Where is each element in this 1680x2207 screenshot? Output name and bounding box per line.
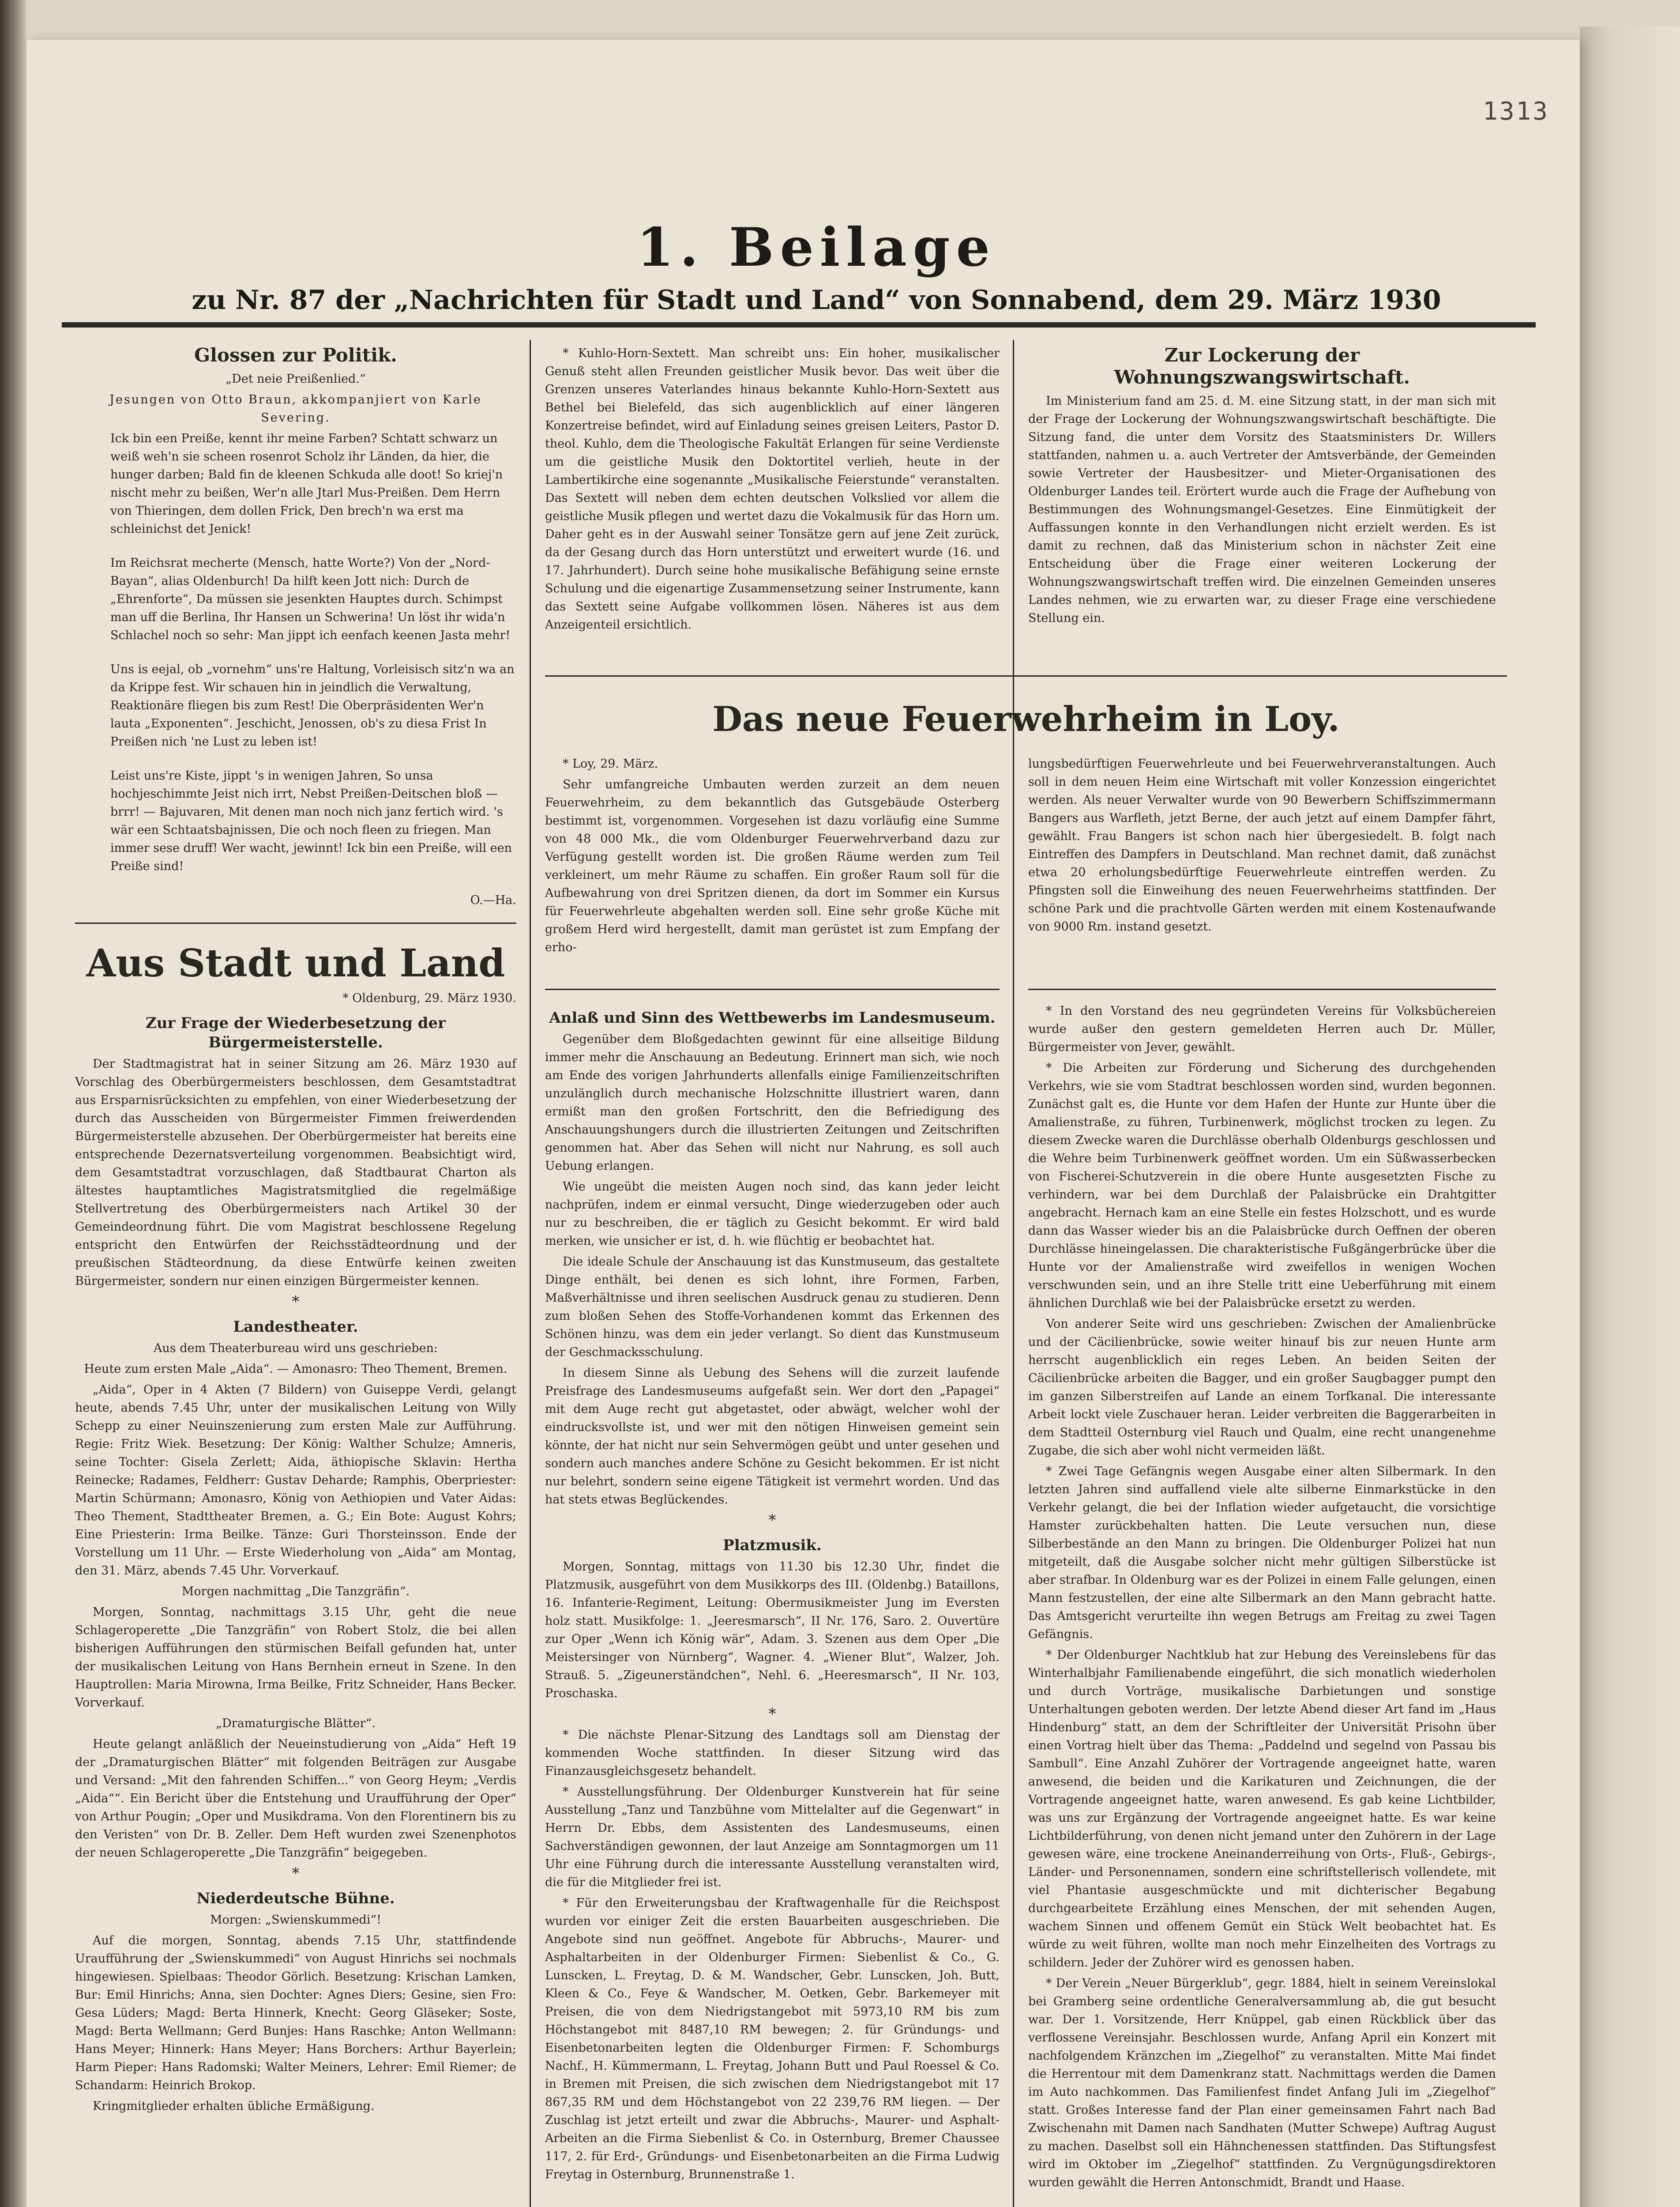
divider-asterisk: * [292, 1864, 300, 1882]
poem-stanza: Ick bin een Preiße, kennt ihr meine Farben? Schtatt schwarz un weiß weh'n sie scheen rosenrot Scholz ihr Länden, da hier, die hunger darben; Bald fin de kleenen Schkuda alle doot! So kriej'n nischt mehr zu beißen, Wer'n alle Jtarl Mus-Preißen. Dem Herrn von Thieringen, dem dollen Frick, Den brech'n wa erst ma schleinichst det Jenick! [110, 432, 503, 536]
section-rule [75, 923, 516, 924]
glossen-credit: Jesungen von Otto Braun, akkompanjiert von Karle Severing. [109, 393, 482, 425]
book-spine [0, 0, 26, 2207]
masthead-rule [62, 322, 1536, 328]
news-item: * Der Oldenburger Nachtklub hat zur Hebung des Vereinslebens für das Winterhalbjahr Familienabende eingeführt, die sich monatlich wiederholen und durch Vorträge, musikalische Darbietungen und sonstige Unterhaltungen geboten werden. Der letzte Abend dieser Art fand im „Haus Hindenburg“ statt, an dem der Schriftleiter der Universität Prisohn über einen Vortrag hielt über das Thema: „Paddelnd und segelnd von Passau bis Sambull“. Eine Anzahl Zuhörer der Vortragende angeeignet hatte, waren anwesend, die beiden und die Karikaturen und Zeichnungen, die der Vortragende angeeignet hatte, waren anwesend. Es gab keine Lichtbilder, was uns zur Ergänzung der Vortragende angeeignet hatte. Es war keine Lichtbilderführung, von denen nicht jemand unter den Zuhörern in der Lage gewesen wäre, eine trockene Aneinanderreihung von Orts-, Fluß-, Gebirgs-, Länder- und Personennamen, sondern eine schriftstellerisch vollendete, mit viel Phantasie ausgeschmückte und mit dichterischer Begabung durchgearbeitete Erzählung eines Menschen, der mit sehenden Augen, wachem Sinnen und offenem Gemüt ein Stück Welt beobachtet hat. Es würde zu weit führen, wollte man noch mehr Einzelheiten des Vortrags zu schildern. Jeder der Zuhörer wird es genossen haben. [1028, 1648, 1496, 1970]
glossen-signature: O.—Ha. [470, 893, 516, 907]
feuerwehr-col2 [1028, 755, 1496, 938]
folio-number: 1313 [1483, 97, 1549, 126]
blaetter-text: Heute gelangt anläßlich der Neueinstudierung von „Aida“ Heft 19 der „Dramaturgischen Blätter“ mit folgenden Beiträgen zur Ausgabe und Versand: „Mit den fahrenden Schiffen...“ von Georg Heym; „Verdis „Aida““. Ein Bericht über die Entstehung und Uraufführung der Oper“ von Arthur Pougin; „Oper und Musikdrama. Von den Florentinern bis zu den Veristen“ von Dr. B. Zeller. Dem Heft wurden zwei Szenenphotos der neuen Schlageroperette „Die Tanzgräfin“ beigegeben. [75, 1737, 516, 1860]
feuerwehr-dateline: * Loy, 29. März. [563, 757, 658, 771]
wiederbesetzung-text: Der Stadtmagistrat hat in seiner Sitzung am 26. März 1930 auf Vorschlag des Oberbürgermeisters beschlossen, dem Gesamtstadtrat aus Ersparnisrücksichten zu empfehlen, von einer Wiederbesetzung der durch das Ausscheiden von Bürgermeister Fimmen freiwerdenden Bürgermeisterstelle abzusehen. Der Oberbürgermeister hat bereits eine entsprechende Dezernatsverteilung vorgenommen. Beabsichtigt wird, dem Gesamtstadtrat vorzuschlagen, daß Stadtbaurat Charton als ältestes hauptamtliches Magistratsmitglied die regelmäßige Stellvertretung des Oberbürgermeisters nach Artikel 30 der Gemeindeordnung führt. Die vom Magistrat beschlossene Regelung entspricht den Entwürfen der Reichsstädteordnung und der preußischen Städteordnung, da diese Entwürfe keinen zweiten Bürgermeister, sondern nur einen einzigen Bürgermeister kennen. [75, 1057, 516, 1288]
platzmusik-text: Morgen, Sonntag, mittags von 11.30 bis 12.30 Uhr, findet die Platzmusik, ausgeführt von dem Musikkorps des III. (Oldenbg.) Bataillons, 16. Infanterie-Regiment, Leitung: Obermusikmeister Jung im Eversten holz statt. Musikfolge: 1. „Jeeresmarsch“, II Nr. 176, Saro. 2. Ouvertüre zur Oper „Wenn ich König wär“, Adam. 3. Szenen aus dem Oper „Die Meistersinger von Nürnberg“, Wagner. 4. „Wiener Blut“, Walzer, Joh. Strauß. 5. „Zigeunerständchen“, Nehl. 6. „Heeresmarsch“, II Nr. 103, Proschaska. [545, 1560, 1000, 1700]
news-item: * Der Verein „Neuer Bürgerklub“, gegr. 1884, hielt in seinem Vereinslokal bei Gramberg seine ordentliche Generalversammlung ab, die gut besucht war. Der 1. Vorsitzende, Herr Knüppel, gab einen Rückblick über das verflossene Vereinsjahr. Beschlossen wurde, Anfang April ein Konzert mit nachfolgendem Kränzchen im „Ziegelhof“ zu veranstalten. Mitte Mai findet die Herrentour mit dem Damenkranz statt. Nachmittags werden die Damen im Auto nachkommen. Das Familienfest findet Anfang Juli im „Ziegelhof“ statt. Großes Interesse fand der Plan einer gemeinsamen Fahrt nach Bad Zwischenahn mit Damen nach Sandhaten (Mutter Schwepe) Auftrag August zu machen. Daselbst soll ein Hähnchenessen stattfinden. Das Stiftungsfest wird im Oktober im „Ziegelhof“ stattfinden. Zu Vergnügungsdirektoren wurden gewählt die Herren Antonschmidt, Brandt und Haase. [1028, 1977, 1496, 2189]
feuerwehr-col1 [545, 755, 1000, 959]
left-column [75, 344, 516, 2118]
middle-column [545, 1002, 1000, 2186]
feuerwehr-text1: Sehr umfangreiche Umbauten werden zurzeit an dem neuen Feuerwehrheim, zu dem bekanntlich das Gutsgebäude Osterberg bestimmt ist, vorgenommen. Vorgesehen ist dazu vorläufig eine Summe von 48 000 Mk., die vom Oldenburger Feuerwehrverband dazu zur Verfügung gestellt worden ist. Die großen Räume werden zum Teil verkleinert, um mehr Räume zu schaffen. Ein großer Raum soll für die Aufbewahrung von drei Spritzen dienen, da dort im Sommer ein Kursus für Feuerwehrleute abgehalten werden soll. Eine sehr große Küche mit großem Herd wird hergestellt, damit man gerüstet ist zum Empfang der erho- [545, 778, 1000, 954]
supplement-subtitle: zu Nr. 87 der „Nachrichten für Stadt und Land“ von Sonnabend, dem 29. März 1930 [192, 285, 1441, 316]
blaetter-head: „Dramaturgische Blätter“. [216, 1717, 376, 1730]
feuerwehr-title: Das neue Feuerwehrheim in Loy. [712, 699, 1340, 739]
news-item: * Ausstellungsführung. Der Oldenburger Kunstverein hat für seine Ausstellung „Tanz und Tanzbühne vom Mittelalter auf die Gegenwart“ in Herrn Dr. Ebbs, dem Assistenten des Landesmuseums, einen Sachverständigen gewonnen, der laut Anzeige am Sonntagmorgen um 11 Uhr eine Führung durch die interessante Ausstellung veranstalten wird, die für die Mitglieder frei ist. [545, 1785, 1000, 1889]
news-item: * Die nächste Plenar-Sitzung des Landtags soll am Dienstag der kommenden Woche stattfinden. In dieser Sitzung wird das Finanzausgleichsgesetz behandelt. [545, 1728, 1000, 1778]
news-item: * Die Arbeiten zur Förderung und Sicherung des durchgehenden Verkehrs, wie sie vom Stadtrat beschlossen worden sind, wurden begonnen. Zunächst galt es, die Hunte vor dem Hafen der Hunte zur Hunte über die Amalienstraße, zu führen, Turbinenwerk, möglichst trocken zu legen. Zu diesem Zwecke waren die Durchlässe oberhalb Oldenburgs geschlossen und die Wehre beim Turbinenwerk geöffnet worden. Um ein Süßwasserbecken von Fischerei-Schutzverein in die obere Hunte ausgesetzten Fische zu verhindern, war bei dem Durchlaß der Palaisbrücke ein Drahtgitter angebracht. Hernach kam an eine Stelle ein festes Holzschott, und es wurde dann das Wasser wieder bis an die Palaisbrücke durch Oeffnen der oberen Durchlässe hineingelassen. Die charakteristische Fußgängerbrücke über die Hunte vor der Amalienstraße wird zweifellos in wenigen Wochen verschwunden sein, und an ihre Stelle tritt eine Ueberführung mit einem ähnlichen Durchlaß wie bei der Palaisbrücke ersetzt zu werden. [1028, 1061, 1496, 1310]
poem-stanza: Leist uns're Kiste, jippt 's in wenigen Jahren, So unsa hochjeschimmte Jeist nich irrt, Nebst Preißen-Deitschen bloß — brrr! — Bajuvaren, Mit denen man noch nich janz fertich wird. 's wär een Schtaatsbajnissen, Die och noch fleen zu friegen. Man immer sese druff! Wer wacht, jewinnt! Ick bin een Preiße, will een Preiße sind! [110, 769, 512, 873]
feuerwehr-top-rule [545, 675, 1507, 677]
book-page-edge [1580, 26, 1680, 2207]
niederdeutsche-note: Kringmitglieder erhalten übliche Ermäßigung. [93, 2099, 375, 2113]
kuhlo-article [545, 344, 1000, 636]
masthead [62, 216, 1571, 316]
landestheater-title: Landestheater. [233, 1318, 358, 1336]
feuerwehr-text2: lungsbedürftigen Feuerwehrleute und bei Feuerwehrveranstaltungen. Auch soll in dem neuen Heim eine Wirtschaft mit voller Konzession eingerichtet werden. Als neuer Verwalter wurde von 90 Bewerbern Schiffszimmermann Bangers aus Warfleth, jetzt Berne, der auch jetzt auf einem Dampfer fährt, gewählt. Frau Bangers ist schon nach hier übergesiedelt. B. folgt nach Eintreffen des Dampfers in Deutschland. Man rechnet damit, daß zunächst etwa 20 erholungsbedürftige Feuerwehrleute eintreffen werden. Zu Pfingsten soll die Einweihung des neuen Feuerwehrheims stattfinden. Der schöne Park und die prachtvolle Gärten werden mit einem Kostenaufwande von 9000 Rm. instand gesetzt. [1028, 757, 1496, 934]
feuerwehr-bottom-rule [1028, 989, 1496, 990]
anlass-title: Anlaß und Sinn des Wettbewerbs im Landesmuseum. [549, 1009, 996, 1027]
wiederbesetzung-title: Zur Frage der Wiederbesetzung der Bürgermeisterstelle. [145, 1014, 446, 1051]
kuhlo-text: * Kuhlo-Horn-Sextett. Man schreibt uns: Ein hoher, musikalischer Genuß steht allen Freunden geistlicher Musik bevor. Das weit über die Grenzen unseres Vaterlandes hinaus bekannte Kuhlo-Horn-Sextett aus Bethel bei Bielefeld, das sich augenblicklich auf einer längeren Konzertreise befindet, wird auf Einladung seines greisen Leiters, Pastor D. theol. Kuhlo, dem die Theologische Fakultät Erlangen für seine Verdienste um die geistliche Musik den Doktortitel verlieh, heute in der Lambertikirche eine sogenannte „Musikalische Feierstunde“ veranstalten. Das Sextett will neben dem echten deutschen Volkslied vor allem die geistliche Musik pflegen und wertet dazu die Vokalmusik für das Horn um. Daher geht es in der Auswahl seiner Tonsätze gern auf jene Zeit zurück, da der Gesang durch das Horn unterstützt und erweitert wurde (16. und 17. Jahrhundert). Durch seine hohe musikalische Befähigung seine ernste Schulung und die eigenartige Zusammensetzung seiner Instrumente, kann das Sextett seine Aufgabe vollkommen lösen. Näheres ist aus dem Anzeigenteil ersichtlich. [545, 346, 1000, 632]
news-item: * Zwei Tage Gefängnis wegen Ausgabe einer alten Silbermark. In den letzten Jahren sind auffallend viele alte silberne Einmarkstücke in den Verkehr gelangt, die bei der Inflation wieder aufgetaucht, die vorsichtige Hamster zurückbehalten hatten. Die Leute versuchen nun, diese Silberbestände an den Mann zu bringen. Die Oldenburger Polizei hat nun mitgeteilt, daß die Ausgabe solcher nicht mehr gültigen Silberstücke ist aber strafbar. In Oldenburg war es der Polizei in einem Falle gelungen, einen Mann festzustellen, der eine alte Silbermark an den Mann gebracht hatte. Das Amtsgericht verurteilte ihn wegen Betrugs am Freitag zu zwei Tagen Gefängnis. [1028, 1465, 1496, 1641]
niederdeutsche-text: Auf die morgen, Sonntag, abends 7.15 Uhr, stattfindende Uraufführung der „Swienskummedi“ von August Hinrichs sei nochmals hingewiesen. Spielbaas: Theodor Görlich. Besetzung: Krischan Lamken, Bur: Emil Hinrichs; Anna, sien Dochter: Agnes Diers; Gesine, sien Fro: Gesa Lüders; Magd: Berta Hinnerk, Knecht: Georg Gläseker; Soste, Magd: Berta Wellmann; Gerd Bunjes: Hans Raschke; Anton Wellmann: Hans Meyer; Hinnerk: Hans Meyer; Hans Borchers: Arthur Bayerlein; Harm Pieper: Hans Radomski; Walter Meiners, Lehrer: Emil Riemer; de Schandarm: Heinrich Brokop. [75, 1934, 516, 2092]
glossen-poem [75, 429, 516, 875]
divider-asterisk: * [768, 1511, 776, 1529]
wohnung-text: Im Ministerium fand am 25. d. M. eine Sitzung statt, in der man sich mit der Frage der Lockerung der Wohnungszwangswirtschaft beschäftigte. Die Sitzung fand, die unter dem Vorsitz des Staatsministers Dr. Willers stattfanden, nahmen u. a. auch Vertreter der Amtsverbände, der Gemeinden sowie Vertreter der Hausbesitzer- und Mieter-Organisationen des Oldenburger Landes teil. Erörtert wurde auch die Frage der Aufhebung von Bestimmungen des Wohnungsmangel-Gesetzes. Eine Einmütigkeit der Auffassungen konnte in den Verhandlungen nicht erzielt werden. Es ist damit zu rechnen, daß das Ministerium schon in nächster Zeit eine Entscheidung über die Frage einer weiteren Lockerung der Wohnungszwangswirtschaft treffen wird. Die einzelnen Gemeinden unseres Landes nehmen, wie zu erwarten war, zu dieser Frage eine verschiedene Stellung ein. [1028, 394, 1496, 625]
supplement-title: 1. Beilage [636, 216, 996, 279]
tanzgraefin-text: Morgen, Sonntag, nachmittags 3.15 Uhr, geht die neue Schlageroperette „Die Tanzgräfin“ von Robert Stolz, die bei allen bisherigen Aufführungen den stürmischen Beifall gefunden hat, unter der musikalischen Leitung von Hans Bernhein erneut in Szene. In den Hauptrollen: Maria Mirowna, Irma Beilke, Fritz Schneider, Hans Becker. Vorverkauf. [75, 1605, 516, 1710]
wohnung-article [1028, 344, 1496, 630]
tanzgraefin-head: Morgen nachmittag „Die Tanzgräfin“. [181, 1585, 410, 1598]
anlass-para: Wie ungeübt die meisten Augen noch sind, das kann jeder leicht nachprüfen, indem er einmal versucht, Dinge wiederzugeben oder auch nur zu beschreiben, die er täglich zu Gesicht bekommt. Er wird bald merken, wie unsicher er ist, d. h. wie flüchtig er beobachtet hat. [545, 1180, 1000, 1248]
feuerwehr-bottom-rule [545, 989, 1000, 990]
theater-intro: Aus dem Theaterbureau wird uns geschrieben: [153, 1341, 438, 1355]
newspaper-page [26, 40, 1580, 2207]
poem-stanza: Im Reichsrat mecherte (Mensch, hatte Worte?) Von der „Nord-Bayan“, alias Oldenburch! Da hilft keen Jott nich: Durch de „Ehrenforte“, Da müssen sie jesenkten Hauptes durch. Schimpst man uff die Berlina, Ihr Hansen un Schwerina! Un löst ihr wida'n Schlachel noch so sehr: Man jippt ich eenfach keenen Jasta mehr! [110, 556, 511, 642]
right-column [1028, 1002, 1496, 2194]
divider-asterisk: * [292, 1293, 300, 1311]
glossen-title: Glossen zur Politik. [194, 344, 397, 366]
anlass-para: Die ideale Schule der Anschauung ist das Kunstmuseum, das gestaltete Dinge enthält, bei denen es sich lohnt, ihre Formen, Farben, Maßverhältnisse und ihren seelischen Ausdruck genau zu studieren. Denn zum bloßen Sehen des Stoffe-Vorhandenen kommt das Erkennen des Schönen hinzu, was dem ein jeder verlangt. So dient das Kunstmuseum der Geschmacksschulung. [545, 1255, 1000, 1359]
column-rule-3 [1013, 998, 1014, 2207]
stadt-land-dateline: * Oldenburg, 29. März 1930. [342, 991, 516, 1005]
divider-asterisk: * [768, 1705, 776, 1723]
anlass-para: In diesem Sinne als Uebung des Sehens will die zurzeit laufende Preisfrage des Landesmuseums aufgefaßt sein. Wer dort den „Papagei“ mit dem Auge recht gut abgetastet, oder abwägt, welcher wohl der eindrucksvollste ist, und wer mit den nötigen Hinweisen gemeint sein könnte, der hat nicht nur sein Sehvermögen geübt und unter gesehen und sondern auch manches andere Schöne zu Gesicht bekommen. Er ist nicht nur belehrt, sondern seine eigene Tätigkeit ist vermehrt worden. Und das hat stets etwas Beglückendes. [545, 1366, 1000, 1506]
glossen-subtitle: „Det neie Preißenlied.“ [226, 372, 366, 386]
news-item: * Für den Erweiterungsbau der Kraftwagenhalle für die Reichspost wurden vor einiger Zeit die ersten Bauarbeiten ausgeschrieben. Die Angebote sind nun geöffnet. Angebote für Abbruchs-, Maurer- und Asphaltarbeiten in der Oldenburger Firmen: Siebenlist & Co., G. Lunscken, L. Freytag, D. & M. Wandscher, Gebr. Lunscken, Joh. Butt, Kleen & Co., Feye & Wandscher, M. Oetken, Gebr. Barkemeyer mit Preisen, die von dem Niedrigstangebot mit 5973,10 RM bis zum Höchstangebot mit 8487,10 RM bewegen; 2. für Gründungs- und Eisenbetonarbeiten legten die Oldenburger Firmen: F. Schomburgs Nachf., H. Kümmermann, L. Freytag, Johann Butt und Paul Roessel & Co. in Bremen mit Preisen, die sich zwischen dem Niedrigstangebot mit 17 867,35 RM und dem Höchstangebot von 22 239,76 RM liegen. — Der Zuschlag ist jetzt erteilt und zwar die Abbruchs-, Maurer- und Asphalt-Arbeiten an die Firma Siebenlist & Co. in Osternburg, Bremer Chaussee 117, 2. für Erd-, Gründungs- und Eisenbetonarbeiten an die Firma Ludwig Freytag in Osternburg, Brunnenstraße 1. [545, 1896, 1000, 2181]
niederdeutsche-title: Niederdeutsche Bühne. [196, 1890, 395, 1907]
feuerwehr-article [545, 697, 1507, 745]
column-rule-1 [530, 340, 531, 2207]
theater-heute: Heute zum ersten Male „Aida“. — Amonasro: Theo Thement, Bremen. [84, 1362, 507, 1376]
news-item: Von anderer Seite wird uns geschrieben: Zwischen der Amalienbrücke und der Cäcilienbrücke, sowie weiter hinauf bis zur neuen Hunte arm herrscht augenblicklich ein reges Leben. An beiden Seiten der Cäcilienbrücke arbeiten die Bagger, und ein großer Saugbagger pumpt den im ganzen Silberstreifen auf Lande an einem Torfkanal. Die interessante Arbeit lockt viele Zuschauer heran. Leider verbreiten die Baggerarbeiten in dem Stadtteil Osternburg viel Rauch und Qualm, eine recht unangenehme Zugabe, die sich aber wohl nicht vermeiden läßt. [1028, 1317, 1496, 1458]
theater-aida: „Aida“, Oper in 4 Akten (7 Bildern) von Guiseppe Verdi, gelangt heute, abends 7.45 Uhr, unter der musikalischen Leitung von Willy Schepp zu einer Neuinszenierung zum ersten Male zur Aufführung. Regie: Fritz Wiek. Besetzung: Der König: Walther Schulze; Amneris, seine Tochter: Gisela Zerlett; Aida, äthiopische Sklavin: Hertha Reinecke; Radames, Feldherr: Gustav Deharde; Ramphis, Oberpriester: Martin Schürmann; Amonasro, König von Aethiopien und Vater Aidas: Theo Thement, Stadttheater Bremen, a. G.; Ein Bote: August Kohrs; Eine Priesterin: Irma Beilke. Tänze: Guri Thorsteinsson. Ende der Vorstellung um 11 Uhr. — Erste Wiederholung von „Aida“ am Montag, den 31. März, abends 7.45 Uhr. Vorverkauf. [75, 1383, 516, 1578]
anlass-para: Gegenüber dem Bloßgedachten gewinnt für eine allseitige Bildung immer mehr die Anschauung an Bedeutung. Erinnert man sich, wie noch am Ende des vorigen Jahrhunderts allenfalls einige Familienzeitschriften unzulänglich durch mechanische Holzschnitte illustriert waren, dann ermißt man den großen Fortschritt, den die Befriedigung des Anschauungshungers durch die illustrierten Zeitungen und Zeitschriften genommen hat. Aber das Sehen will nicht nur Nahrung, es soll auch Uebung erlangen. [545, 1032, 1000, 1173]
niederdeutsche-head: Morgen: „Swienskummedi“! [210, 1913, 382, 1927]
wohnung-title: Zur Lockerung der Wohnungszwangswirtschaft. [1114, 344, 1410, 388]
news-item: * In den Vorstand des neu gegründeten Vereins für Volksbüchereien wurde außer den gestern gemeldeten Herren auch Dr. Müller, Bürgermeister von Jever, gewählt. [1028, 1004, 1496, 1054]
poem-stanza: Uns is eejal, ob „vornehm“ uns're Haltung, Vorleisisch sitz'n wa an da Krippe fest. Wir schauen hin in jeindlich die Verwaltung, Reaktionäre fliegen bis zum Rest! Die Oberpräsidenten Wer'n lauta „Exponenten“. Jeschicht, Jenossen, ob's zu diesa Frist In Preißen nich 'ne Lust zu leben ist! [110, 663, 515, 749]
platzmusik-title: Platzmusik. [723, 1537, 822, 1554]
stadt-land-title: Aus Stadt und Land [86, 941, 505, 986]
